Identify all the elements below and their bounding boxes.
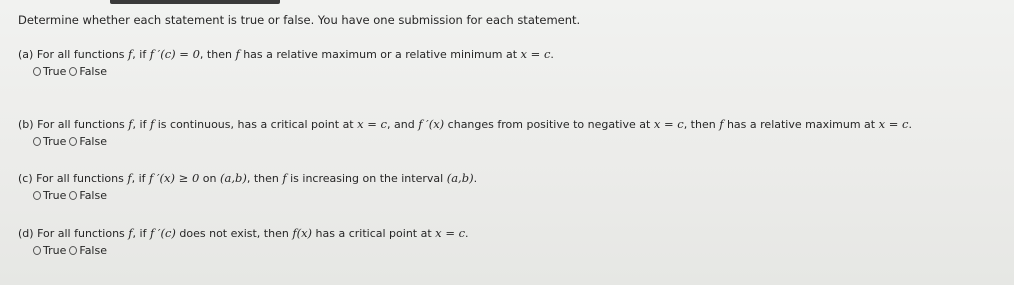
question-d-true-option[interactable]: [33, 244, 66, 257]
true-label: True: [43, 189, 67, 202]
question-d-math-1: f: [128, 226, 133, 240]
question-d-text-2: , if: [132, 227, 150, 240]
true-label: True: [43, 244, 67, 257]
top-progress-bar: [110, 0, 280, 4]
question-b-prompt: [18, 117, 912, 131]
question-c-false-option[interactable]: [69, 189, 107, 202]
question-b-text-4: , and: [387, 118, 419, 131]
question-c-math-4: f: [282, 171, 287, 185]
question-d-math-3: f(x): [292, 226, 313, 240]
question-d-text-1: For all functions: [33, 227, 129, 240]
question-c-text-2: , if: [131, 172, 150, 185]
radio-button-icon[interactable]: [33, 246, 41, 255]
question-b-math-2: f: [149, 117, 155, 131]
question-a-math-3: f: [235, 47, 240, 61]
radio-button-icon[interactable]: [69, 67, 77, 76]
question-d: [18, 226, 469, 257]
question-a-text-2: , if: [132, 48, 150, 61]
question-d-options: [33, 244, 469, 257]
question-d-prompt: [18, 226, 469, 240]
question-a-math-4: x = c: [520, 47, 551, 61]
question-b-text-3: is continuous, has a critical point at: [154, 118, 358, 131]
question-b-math-5: x = c: [653, 117, 684, 131]
question-d-math-2: f ′(c): [149, 226, 176, 240]
true-label: True: [43, 65, 67, 78]
question-a: [18, 47, 554, 78]
question-d-text-5: .: [465, 227, 469, 240]
question-a-math-1: f: [128, 47, 133, 61]
question-b-label: (b): [18, 118, 34, 131]
false-label: False: [79, 65, 107, 78]
question-c-math-2: f ′(x) ≥ 0: [149, 171, 200, 185]
radio-button-icon[interactable]: [69, 246, 77, 255]
question-c-text-6: .: [473, 172, 478, 185]
question-b-math-3: x = c: [357, 117, 387, 131]
question-a-text-3: , then: [199, 48, 236, 61]
question-b-math-6: f: [719, 117, 724, 131]
question-c-label: (c): [18, 172, 33, 185]
question-c-math-3: (a,b): [219, 171, 247, 185]
instructions-text: Determine whether each statement is true or false. You have one submission for each statement.: [18, 13, 581, 27]
question-b-math-1: f: [128, 117, 133, 131]
question-b-text-8: .: [908, 118, 912, 131]
question-c-prompt: [18, 171, 477, 185]
radio-button-icon[interactable]: [69, 191, 77, 200]
question-c-text-5: is increasing on the interval: [286, 172, 447, 185]
question-b-math-7: x = c: [878, 117, 909, 131]
question-a-text-5: .: [550, 48, 554, 61]
question-d-text-4: has a critical point at: [312, 227, 436, 240]
question-b-text-5: changes from positive to negative at: [444, 118, 654, 131]
radio-button-icon[interactable]: [33, 67, 41, 76]
question-c-true-option[interactable]: [33, 189, 66, 202]
question-b-text-7: has a relative maximum at: [723, 118, 879, 131]
question-a-text-1: For all functions: [33, 48, 129, 61]
question-b-options: [33, 135, 912, 148]
false-label: False: [79, 244, 107, 257]
false-label: False: [79, 135, 107, 148]
question-a-text-4: has a relative maximum or a relative minimum at: [239, 48, 521, 61]
question-c-text-1: For all functions: [32, 172, 128, 185]
question-a-prompt: [18, 47, 554, 61]
question-a-true-option[interactable]: [33, 65, 66, 78]
question-b-false-option[interactable]: [69, 135, 107, 148]
question-c-text-3: on: [199, 172, 220, 185]
question-b-math-4: f ′(x): [418, 117, 445, 131]
question-c-math-5: (a,b): [446, 171, 474, 185]
question-b-text-2: , if: [132, 118, 150, 131]
radio-button-icon[interactable]: [69, 137, 77, 146]
false-label: False: [79, 189, 107, 202]
question-b-text-1: For all functions: [33, 118, 129, 131]
question-c: [18, 171, 477, 202]
question-d-false-option[interactable]: [69, 244, 107, 257]
true-label: True: [43, 135, 67, 148]
question-c-math-1: f: [127, 171, 132, 185]
question-d-math-4: x = c: [435, 226, 466, 240]
question-b-true-option[interactable]: [33, 135, 66, 148]
radio-button-icon[interactable]: [33, 137, 41, 146]
question-d-text-3: does not exist, then: [175, 227, 293, 240]
radio-button-icon[interactable]: [33, 191, 41, 200]
question-a-label: (a): [18, 48, 34, 61]
question-c-options: [33, 189, 477, 202]
question-a-math-2: f ′(c) = 0: [149, 47, 200, 61]
question-b: [18, 117, 912, 148]
question-a-options: [33, 65, 554, 78]
question-a-false-option[interactable]: [69, 65, 107, 78]
question-b-text-6: , then: [683, 118, 720, 131]
question-d-label: (d): [18, 227, 34, 240]
question-c-text-4: , then: [246, 172, 283, 185]
